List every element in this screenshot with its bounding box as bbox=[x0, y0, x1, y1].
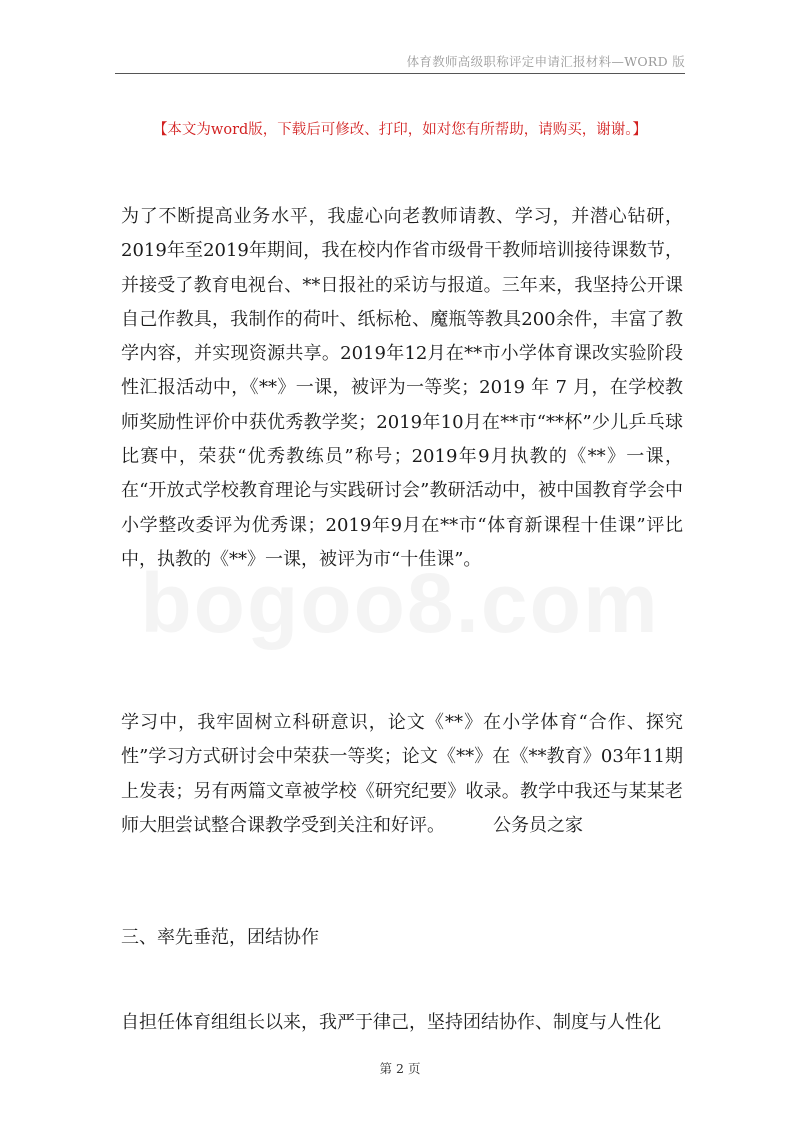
section-heading: 三、率先垂范，团结协作 bbox=[121, 927, 319, 948]
body-paragraph-2 bbox=[121, 706, 683, 843]
paragraph-text bbox=[121, 706, 683, 843]
download-notice: 【本文为word版，下载后可修改、打印，如对您有所帮助，请购买，谢谢。】 bbox=[152, 122, 648, 138]
body-paragraph-3 bbox=[121, 1006, 683, 1040]
paragraph-2-trailer: 公务员之家 bbox=[493, 814, 583, 836]
paragraph-text: 自担任体育组组长以来，我严于律己，坚持团结协作、制度与人性化 bbox=[121, 1012, 661, 1033]
paragraph-2-text: 学习中，我牢固树立科研意识，论文《**》在小学体育“合作、探究性”学习方式研讨会中荣获一等奖；论文《**》在《**教育》03年11期上发表；另有两篇文章被学校《研究纪要》收录。教学中我还与某某老师大胆尝试整合课教学受到关注和好评。 bbox=[121, 712, 683, 836]
header-rule bbox=[115, 73, 685, 74]
document-header-title: 体育教师高级职称评定申请汇报材料—WORD 版 bbox=[406, 54, 685, 69]
body-paragraph-1 bbox=[121, 200, 683, 577]
paragraph-text: 为了不断提高业务水平，我虚心向老教师请教、学习，并潜心钻研，2019年至2019年期间，我在校内作省市级骨干教师培训接待课数节，并接受了教育电视台、**日报社的采访与报道。三年来，我坚持公开课自己作教具，我制作的荷叶、纸标枪、魔瓶等教具200余件，丰富了教学内容，并实现资源共享。2019年12月在**市小学体育课改实验阶段性汇报活动中，《**》一课，被评为一等奖；2019 年 7 月，在学校教师奖励性评价中获优秀教学奖；2019年10月在**市“**杯”少儿乒乓球比赛中，荣获“优秀教练员”称号；2019年9月执教的《**》一课，在“开放式学校教育理论与实践研讨会”教研活动中，被中国教育学会中小学整改委评为优秀课；2019年9月在**市“体育新课程十佳课”评比中，执教的《**》一课，被评为市“十佳课”。 bbox=[121, 206, 683, 570]
page-number: 第 2 页 bbox=[379, 1061, 421, 1076]
